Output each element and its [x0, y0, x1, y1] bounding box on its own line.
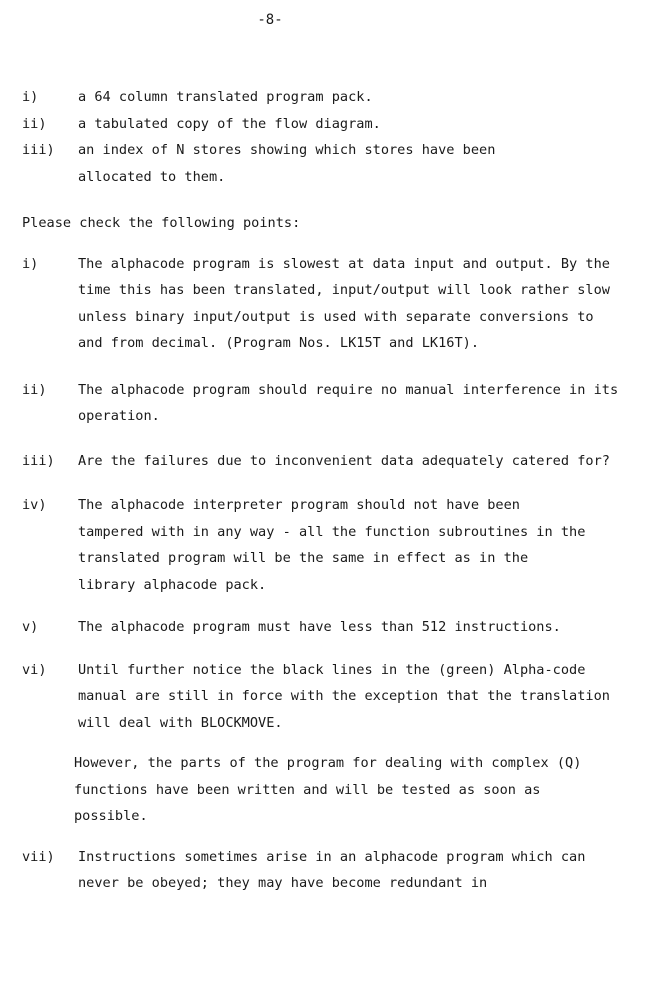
item-text: a 64 column translated program pack.	[78, 89, 373, 105]
list-item	[22, 377, 632, 430]
list-item	[22, 84, 632, 111]
item-number: ii)	[22, 115, 47, 132]
item-number: iv)	[22, 497, 47, 513]
item-number: ii)	[22, 381, 47, 398]
item-text: an index of N stores showing which stores have been allocated to them.	[78, 142, 496, 185]
item-text: Instructions sometimes arise in an alphacode program which can never be obeyed; they may have become redundant in	[78, 848, 586, 891]
page-number: -8-	[257, 12, 283, 28]
however-paragraph: However, the parts of the program for dealing with complex (Q) functions have been written and will be tested as soon as possible.	[74, 755, 582, 824]
item-number: iii)	[22, 142, 55, 158]
item-text: The alphacode interpreter program should not have been tampered with in any way - all the function subroutines in the translated program will be the same in effect as in the library alphacode pack.	[78, 497, 586, 593]
item-text: Until further notice the black lines in the (green) Alpha-code manual are still in force with the exception that the translation will deal with BLOCKMOVE.	[78, 661, 610, 731]
list-item	[22, 614, 632, 641]
list-item	[22, 251, 612, 357]
item-number: vi)	[22, 661, 47, 678]
document-body	[22, 84, 632, 897]
item-number: iii)	[22, 452, 55, 469]
item-number: v)	[22, 619, 39, 635]
checklist	[22, 251, 632, 897]
list-item	[22, 492, 592, 598]
item-text: Are the failures due to inconvenient data adequately catered for?	[78, 452, 610, 469]
list-item	[22, 111, 632, 138]
intro-text: Please check the following points:	[22, 215, 301, 231]
item-text: The alphacode program should require no manual interference in its operation.	[78, 381, 619, 424]
item-number: vii)	[22, 848, 55, 865]
item-text: The alphacode program is slowest at data input and output. By the time this has been translated, input/output will look rather slow unless binary input/output is used with separate conversions to and from decimal. (Program Nos. LK15T and LK16T).	[78, 255, 610, 351]
item-number: i)	[22, 255, 39, 272]
list-item	[22, 448, 632, 475]
list-item	[22, 844, 612, 897]
item-number: i)	[22, 89, 39, 105]
list-item	[22, 137, 562, 190]
item-text: The alphacode program must have less than 512 instructions.	[78, 619, 561, 635]
enclosure-list	[22, 84, 632, 190]
item-text: a tabulated copy of the flow diagram.	[78, 115, 381, 132]
list-item	[22, 657, 612, 737]
